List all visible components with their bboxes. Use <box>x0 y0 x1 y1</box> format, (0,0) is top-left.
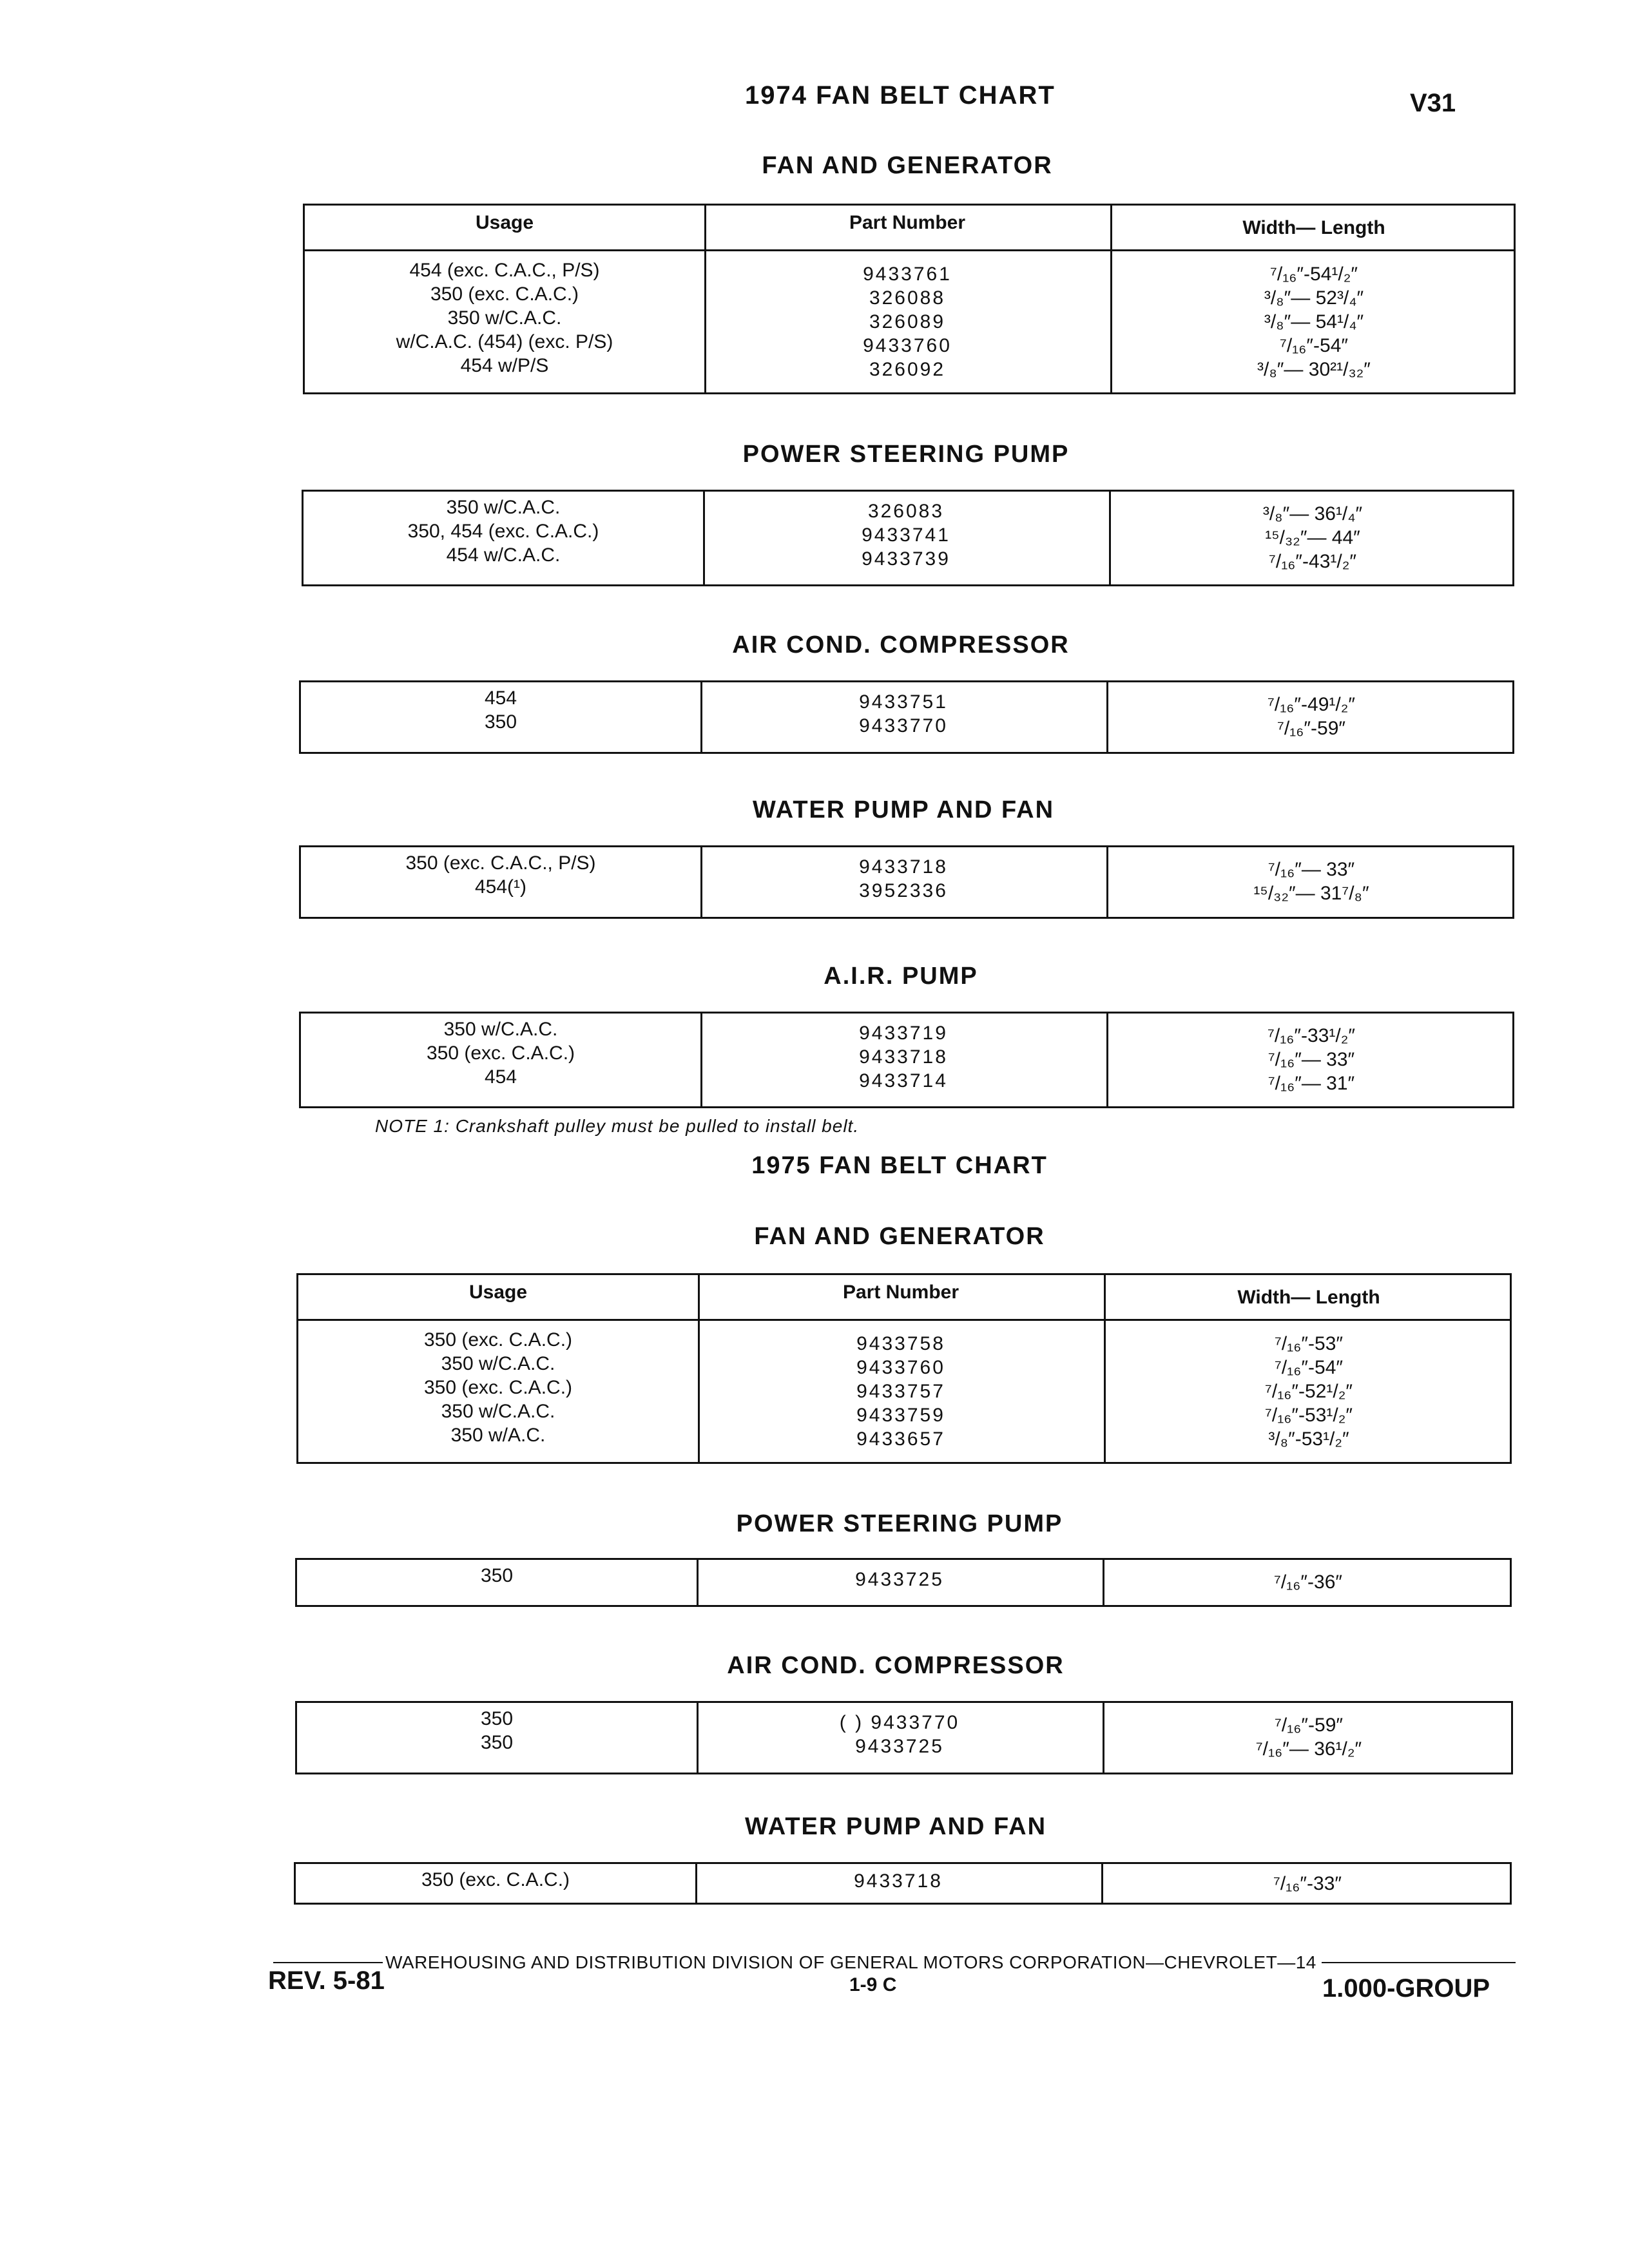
part-number-cell: 9433718 <box>859 856 948 878</box>
width-length-cell: ⁷/₁₆″— 31″ <box>1268 1073 1355 1094</box>
column-header-width-length: Width— Length <box>1237 1287 1380 1308</box>
usage-cell: 350 (exc. C.A.C.) <box>423 1329 573 1350</box>
width-length-column <box>1109 502 1516 573</box>
footer-text: WAREHOUSING AND DISTRIBUTION DIVISION OF GENERAL MOTORS CORPORATION—CHEVROLET—14 <box>385 1952 1316 1972</box>
usage-cell: 350 (exc. C.A.C.) <box>423 1377 573 1398</box>
section-title-1974-power-steering: POWER STEERING PUMP <box>742 441 1070 468</box>
width-length-cell: ⁷/₁₆″— 33″ <box>1268 859 1355 880</box>
usage-cell: 454 w/C.A.C. <box>446 544 561 566</box>
width-length-cell: ⁷/₁₆″-54″ <box>1279 335 1348 356</box>
width-length-cell: ⁷/₁₆″-59″ <box>1277 718 1345 739</box>
usage-cell: 350 (exc. C.A.C., P/S) <box>405 852 596 874</box>
usage-cell: 350 (exc. C.A.C.) <box>426 1043 575 1064</box>
width-length-cell: ³/₈″— 52³/₄″ <box>1264 287 1364 309</box>
section-title-1974-fan-generator: FAN AND GENERATOR <box>762 152 1053 179</box>
width-length-cell: ³/₈″-53¹/₂″ <box>1268 1428 1349 1450</box>
width-length-cell: ³/₈″— 36¹/₄″ <box>1262 503 1363 524</box>
width-length-cell: ⁷/₁₆″-54″ <box>1274 1357 1343 1378</box>
width-length-cell: ⁷/₁₆″-53″ <box>1274 1333 1343 1354</box>
usage-column <box>301 686 700 734</box>
part-number-column <box>698 1332 1104 1451</box>
group-label: 1.000-GROUP <box>1322 1974 1490 2003</box>
column-header-usage: Usage <box>468 1282 528 1303</box>
part-number-cell: 9433741 <box>862 524 950 546</box>
usage-column <box>301 1017 700 1089</box>
usage-cell: 350 (exc. C.A.C.) <box>421 1869 570 1890</box>
part-number-cell: 9433760 <box>863 335 952 356</box>
revision-label: REV. 5-81 <box>268 1966 385 1995</box>
part-number-cell: 9433739 <box>862 548 950 570</box>
part-number-cell: 9433761 <box>863 264 952 285</box>
width-length-cell: ⁷/₁₆″-49¹/₂″ <box>1268 694 1355 715</box>
usage-cell: 454 w/P/S <box>460 355 549 376</box>
section-title-1975-fan-generator: FAN AND GENERATOR <box>754 1223 1045 1250</box>
part-number-cell: 9433725 <box>855 1569 944 1590</box>
width-length-cell: ¹⁵/₃₂″— 44″ <box>1265 527 1360 548</box>
chart-title-1974: 1974 FAN BELT CHART <box>745 81 1055 110</box>
part-number-cell: 326092 <box>869 359 946 380</box>
page-number: 1-9 C <box>849 1974 897 1995</box>
section-title-1975-power-steering: POWER STEERING PUMP <box>736 1510 1063 1537</box>
usage-cell: w/C.A.C. (454) (exc. P/S) <box>396 331 613 352</box>
usage-cell: 350 <box>480 1708 514 1729</box>
table-1975-fan-generator <box>296 1273 1512 1464</box>
column-header-width-length: Width— Length <box>1242 217 1385 238</box>
table-1975-air-cond <box>295 1701 1513 1774</box>
width-length-cell: ³/₈″— 30²¹/₃₂″ <box>1257 359 1371 380</box>
width-length-cell: ⁷/₁₆″-36″ <box>1273 1571 1342 1593</box>
part-number-cell: 9433718 <box>854 1870 943 1892</box>
usage-column <box>298 1328 698 1447</box>
part-number-cell: 3952336 <box>859 880 948 901</box>
part-number-cell: 9433657 <box>856 1428 945 1450</box>
table-1974-fan-generator <box>303 204 1516 394</box>
usage-cell: 350 w/C.A.C. <box>446 497 561 518</box>
usage-cell: 454(¹) <box>474 876 527 898</box>
section-title-1975-water-pump: WATER PUMP AND FAN <box>744 1813 1047 1840</box>
section-title-1974-air-cond: AIR COND. COMPRESSOR <box>732 631 1070 658</box>
part-number-column <box>700 690 1106 738</box>
part-number-cell: 9433770 <box>859 715 948 736</box>
usage-cell: 350 w/C.A.C. <box>441 1401 555 1422</box>
footer-line <box>273 1952 1516 1973</box>
table-1974-air-cond <box>299 680 1514 754</box>
table-1975-power-steering <box>295 1558 1512 1607</box>
column-header-usage: Usage <box>475 212 534 233</box>
part-number-column <box>700 855 1106 903</box>
part-number-cell: ( ) 9433770 <box>839 1712 960 1733</box>
table-1974-water-pump <box>299 845 1514 919</box>
width-length-cell: ³/₈″— 54¹/₄″ <box>1264 311 1364 332</box>
column-header-part-number: Part Number <box>849 212 966 233</box>
footnote: NOTE 1: Crankshaft pulley must be pulled to install belt. <box>375 1116 860 1136</box>
width-length-column <box>1106 1024 1516 1095</box>
part-number-cell: 9433751 <box>859 691 948 713</box>
width-length-cell: ⁷/₁₆″-33″ <box>1273 1873 1342 1894</box>
part-number-column <box>697 1711 1103 1758</box>
width-length-column <box>1103 1713 1515 1761</box>
usage-column <box>301 851 700 899</box>
part-number-column <box>700 1021 1106 1093</box>
usage-cell: 350 <box>484 711 517 733</box>
section-title-1974-water-pump: WATER PUMP AND FAN <box>752 796 1055 823</box>
part-number-cell: 9433719 <box>859 1023 948 1044</box>
width-length-cell: ⁷/₁₆″— 36¹/₂″ <box>1255 1738 1362 1760</box>
part-number-column <box>704 262 1110 381</box>
width-length-cell: ⁷/₁₆″-59″ <box>1274 1715 1343 1736</box>
table-1974-power-steering <box>302 490 1514 586</box>
usage-cell: 454 <box>484 687 517 709</box>
part-number-cell: 9433757 <box>856 1381 945 1402</box>
width-length-cell: ⁷/₁₆″-52¹/₂″ <box>1265 1381 1353 1402</box>
part-number-cell: 9433758 <box>856 1333 945 1354</box>
part-number-cell: 9433718 <box>859 1046 948 1068</box>
usage-column <box>305 258 704 378</box>
section-title-1975-air-cond: AIR COND. COMPRESSOR <box>727 1652 1065 1679</box>
usage-cell: 454 <box>484 1066 517 1088</box>
width-length-cell: ⁷/₁₆″-33¹/₂″ <box>1268 1025 1355 1046</box>
width-length-column <box>1104 1332 1514 1451</box>
width-length-column <box>1106 693 1516 740</box>
usage-cell: 350 <box>480 1565 514 1586</box>
column-header-part-number: Part Number <box>842 1282 959 1303</box>
footer-rule-right <box>1322 1962 1516 1963</box>
width-length-cell: ⁷/₁₆″— 33″ <box>1268 1049 1355 1070</box>
section-title-1974-air-pump: A.I.R. PUMP <box>824 963 978 990</box>
usage-cell: 454 (exc. C.A.C., P/S) <box>409 260 600 281</box>
part-number-cell: 9433759 <box>856 1405 945 1426</box>
width-length-column <box>1106 858 1516 905</box>
part-number-cell: 9433725 <box>855 1736 944 1757</box>
footer-rule-left <box>273 1962 383 1963</box>
usage-cell: 350 w/C.A.C. <box>443 1019 558 1040</box>
usage-cell: 350 <box>480 1732 514 1753</box>
width-length-cell: ¹⁵/₃₂″— 31⁷/₈″ <box>1253 883 1369 904</box>
part-number-cell: 326088 <box>869 287 946 309</box>
part-number-cell: 326089 <box>869 311 946 332</box>
usage-cell: 350 w/C.A.C. <box>447 307 562 329</box>
width-length-column <box>1110 262 1518 381</box>
chart-title-1975: 1975 FAN BELT CHART <box>751 1152 1048 1179</box>
usage-column <box>304 495 703 567</box>
page-id: V31 <box>1410 89 1456 117</box>
usage-column <box>297 1707 697 1754</box>
width-length-cell: ⁷/₁₆″-53¹/₂″ <box>1265 1405 1353 1426</box>
part-number-cell: 326083 <box>867 501 945 522</box>
width-length-cell: ⁷/₁₆″-54¹/₂″ <box>1270 264 1358 285</box>
part-number-column <box>703 499 1109 571</box>
table-1975-water-pump <box>294 1862 1512 1905</box>
usage-cell: 350 w/C.A.C. <box>441 1353 555 1374</box>
usage-cell: 350, 454 (exc. C.A.C.) <box>407 521 599 542</box>
width-length-cell: ⁷/₁₆″-43¹/₂″ <box>1269 551 1356 572</box>
part-number-cell: 9433714 <box>859 1070 948 1091</box>
usage-cell: 350 w/A.C. <box>450 1425 546 1446</box>
table-1974-air-pump <box>299 1012 1514 1108</box>
usage-cell: 350 (exc. C.A.C.) <box>430 284 579 305</box>
part-number-cell: 9433760 <box>856 1357 945 1378</box>
